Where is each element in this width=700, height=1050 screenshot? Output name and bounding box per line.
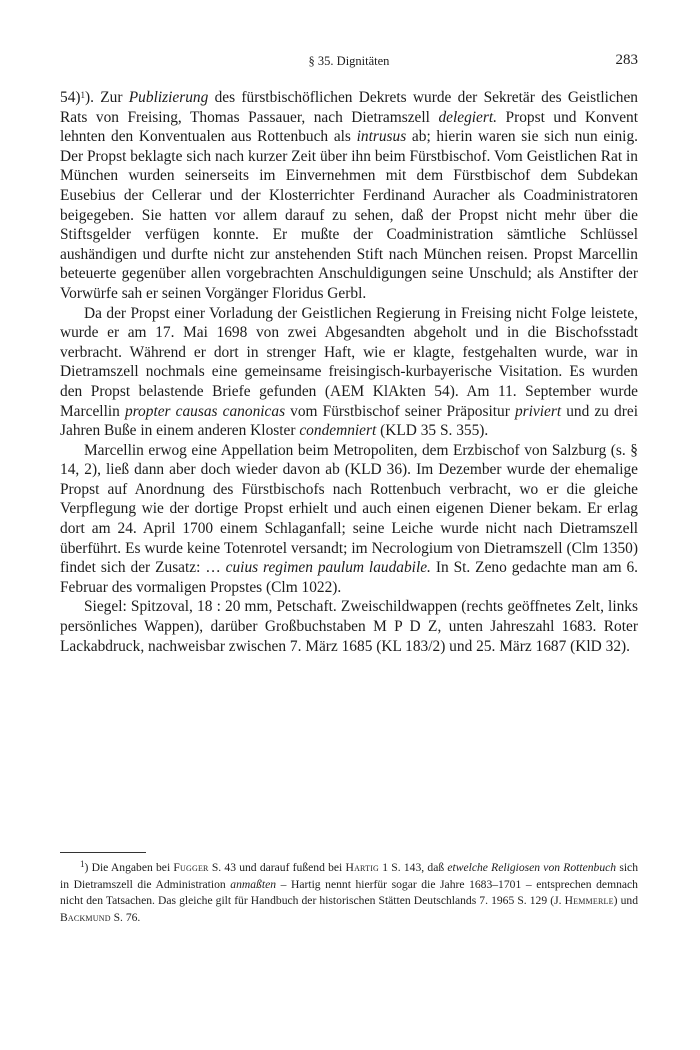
italic-term: Publizierung	[128, 89, 209, 106]
text-run: In St. Zeno gedachte man am 6. Februar des vormaligen Propstes (Clm 1022).	[60, 559, 638, 596]
author-name: Hartig	[345, 861, 380, 874]
text-run: ) und	[613, 894, 638, 908]
footnote-1	[60, 860, 638, 926]
author-name: Fugger	[173, 861, 209, 874]
text-run: und zu drei Jahren Buße in einem anderen Kloster	[60, 402, 638, 440]
page-header	[60, 52, 638, 72]
text-run: – Hartig nennt hierfür sogar die Jahre 1683–1701 – entsprechen demnach nicht den Tatsachen. Das gleiche gilt für Handbuch der historischen Stätten Deutschlands 7. 1965 S. 129 (J.	[60, 877, 638, 908]
italic-term: propter causas canonicas	[124, 402, 286, 420]
text-run: (KLD 35 S. 355).	[376, 422, 489, 440]
text-run: vom Fürstbischof seiner Präpositur	[285, 402, 515, 420]
text-run: S. 43 und darauf fußend bei	[208, 861, 346, 874]
italic-term: priviert	[514, 402, 562, 420]
italic-term: delegiert.	[438, 108, 498, 126]
page-number: 283	[615, 52, 638, 68]
paragraph-4	[60, 597, 638, 656]
footnote-reference[interactable]: 1	[80, 90, 86, 100]
italic-quote: anmaßten	[230, 877, 277, 891]
main-text	[60, 88, 638, 656]
footnote-divider	[60, 852, 146, 853]
paragraph-2	[60, 304, 638, 441]
text-run: ab; hierin waren sie sich nun einig. Der Propst beklagte sich nach kurzer Zeit über ihn beim Fürstbischof. Vom Geistlichen Rat in München wurden seinerseits im Einvernehmen mit dem Fürstbischof dem Subdekan Eusebius der Cellerar und der Klosterrichter Ferdinand Auracher als Coadministratoren beigegeben. Sie hatten vor allem darauf zu sehen, daß der Propst nicht mehr über die Stiftsgelder verfügen konnte. Er mußte der Coadministration sämtliche Schlüssel aushändigen und durfte nicht zur anstehenden Stift nach München reisen. Propst Marcellin beteuerte gegenüber allen vorgebrachten Anschuldigungen seine Unschuld; als Anstifter der Vorwürfe sah er seinen Vorgänger Floridus Gerbl.	[60, 128, 638, 302]
text-run: sich in Dietramszell die Administration	[60, 861, 638, 891]
text-run: Siegel: Spitzoval, 18 : 20 mm, Petschaft. Zweischildwappen (rechts geöffnetes Zelt, links persönliches Wappen), darüber Großbuchstaben M P D Z, unten Jahreszahl 1683. Roter Lackabdruck, nachweisbar zwischen 7. März 1685 (KL 183/2) und 25. März 1687 (KlD 32).	[60, 598, 638, 655]
running-head: § 35. Dignitäten	[308, 54, 390, 68]
text-run: ). Zur	[85, 89, 129, 106]
paragraph-3	[60, 441, 638, 598]
text-run: des fürstbischöflichen Dekrets wurde der Sekretär des Geistlichen Rats von Freising, Thomas Passauer, nach Dietramszell	[60, 89, 639, 126]
italic-term: intrusus	[356, 128, 407, 146]
footnote-marker: 1	[80, 859, 85, 869]
text-run: Propst und Konvent lehnten den Konventualen aus Rottenbuch als	[60, 108, 638, 146]
text-run: Da der Propst einer Vorladung der Geistlichen Regierung in Freising nicht Folge leistete, wurde er am 17. Mai 1698 von zwei Abgesandten abgeholt und in die Bischofsstadt verbracht. Während er dort in strenger Haft, wie er klagte, festgehalten wurde, war in Dietramszell nochmals eine gemeinsame freisingisch-kurbayerische Visitation. Es wurden den Propst belastende Briefe gefunden (AEM KlAkten 54). Am 11. September wurde Marcellin	[60, 304, 638, 420]
author-name: Hemmerle	[564, 894, 614, 908]
italic-term: condemniert	[299, 422, 377, 440]
text-run: 54)	[60, 89, 81, 106]
paragraph-1	[60, 88, 638, 304]
text-run: 1 S. 143, daß	[379, 861, 448, 874]
italic-quote: cuius regimen paulum laudabile.	[225, 559, 431, 577]
italic-quote: etwelche Religiosen von Rottenbuch	[447, 861, 617, 874]
text-run: S. 76.	[110, 910, 141, 924]
text-run: ) Die Angaben bei	[84, 861, 174, 874]
author-name: Backmund	[60, 910, 111, 924]
text-run: Marcellin erwog eine Appellation beim Metropoliten, dem Erzbischof von Salzburg (s. § 14, 2), ließ dann aber doch wieder davon ab (KLD 36). Im Dezember wurde der ehemalige Propst auf Anordnung des Fürstbischofs nach Rottenbuch verbracht, wo er die gleiche Verpflegung wie der dortige Propst erhielt und auch einen eigenen Diener bekam. Er erlag dort am 24. April 1700 einem Schlaganfall; seine Leiche wurde nicht nach Dietramszell überführt. Es wurde keine Totenrotel versandt; im Necrologium von Dietramszell (Clm 1350) findet sich der Zusatz: …	[60, 441, 638, 577]
